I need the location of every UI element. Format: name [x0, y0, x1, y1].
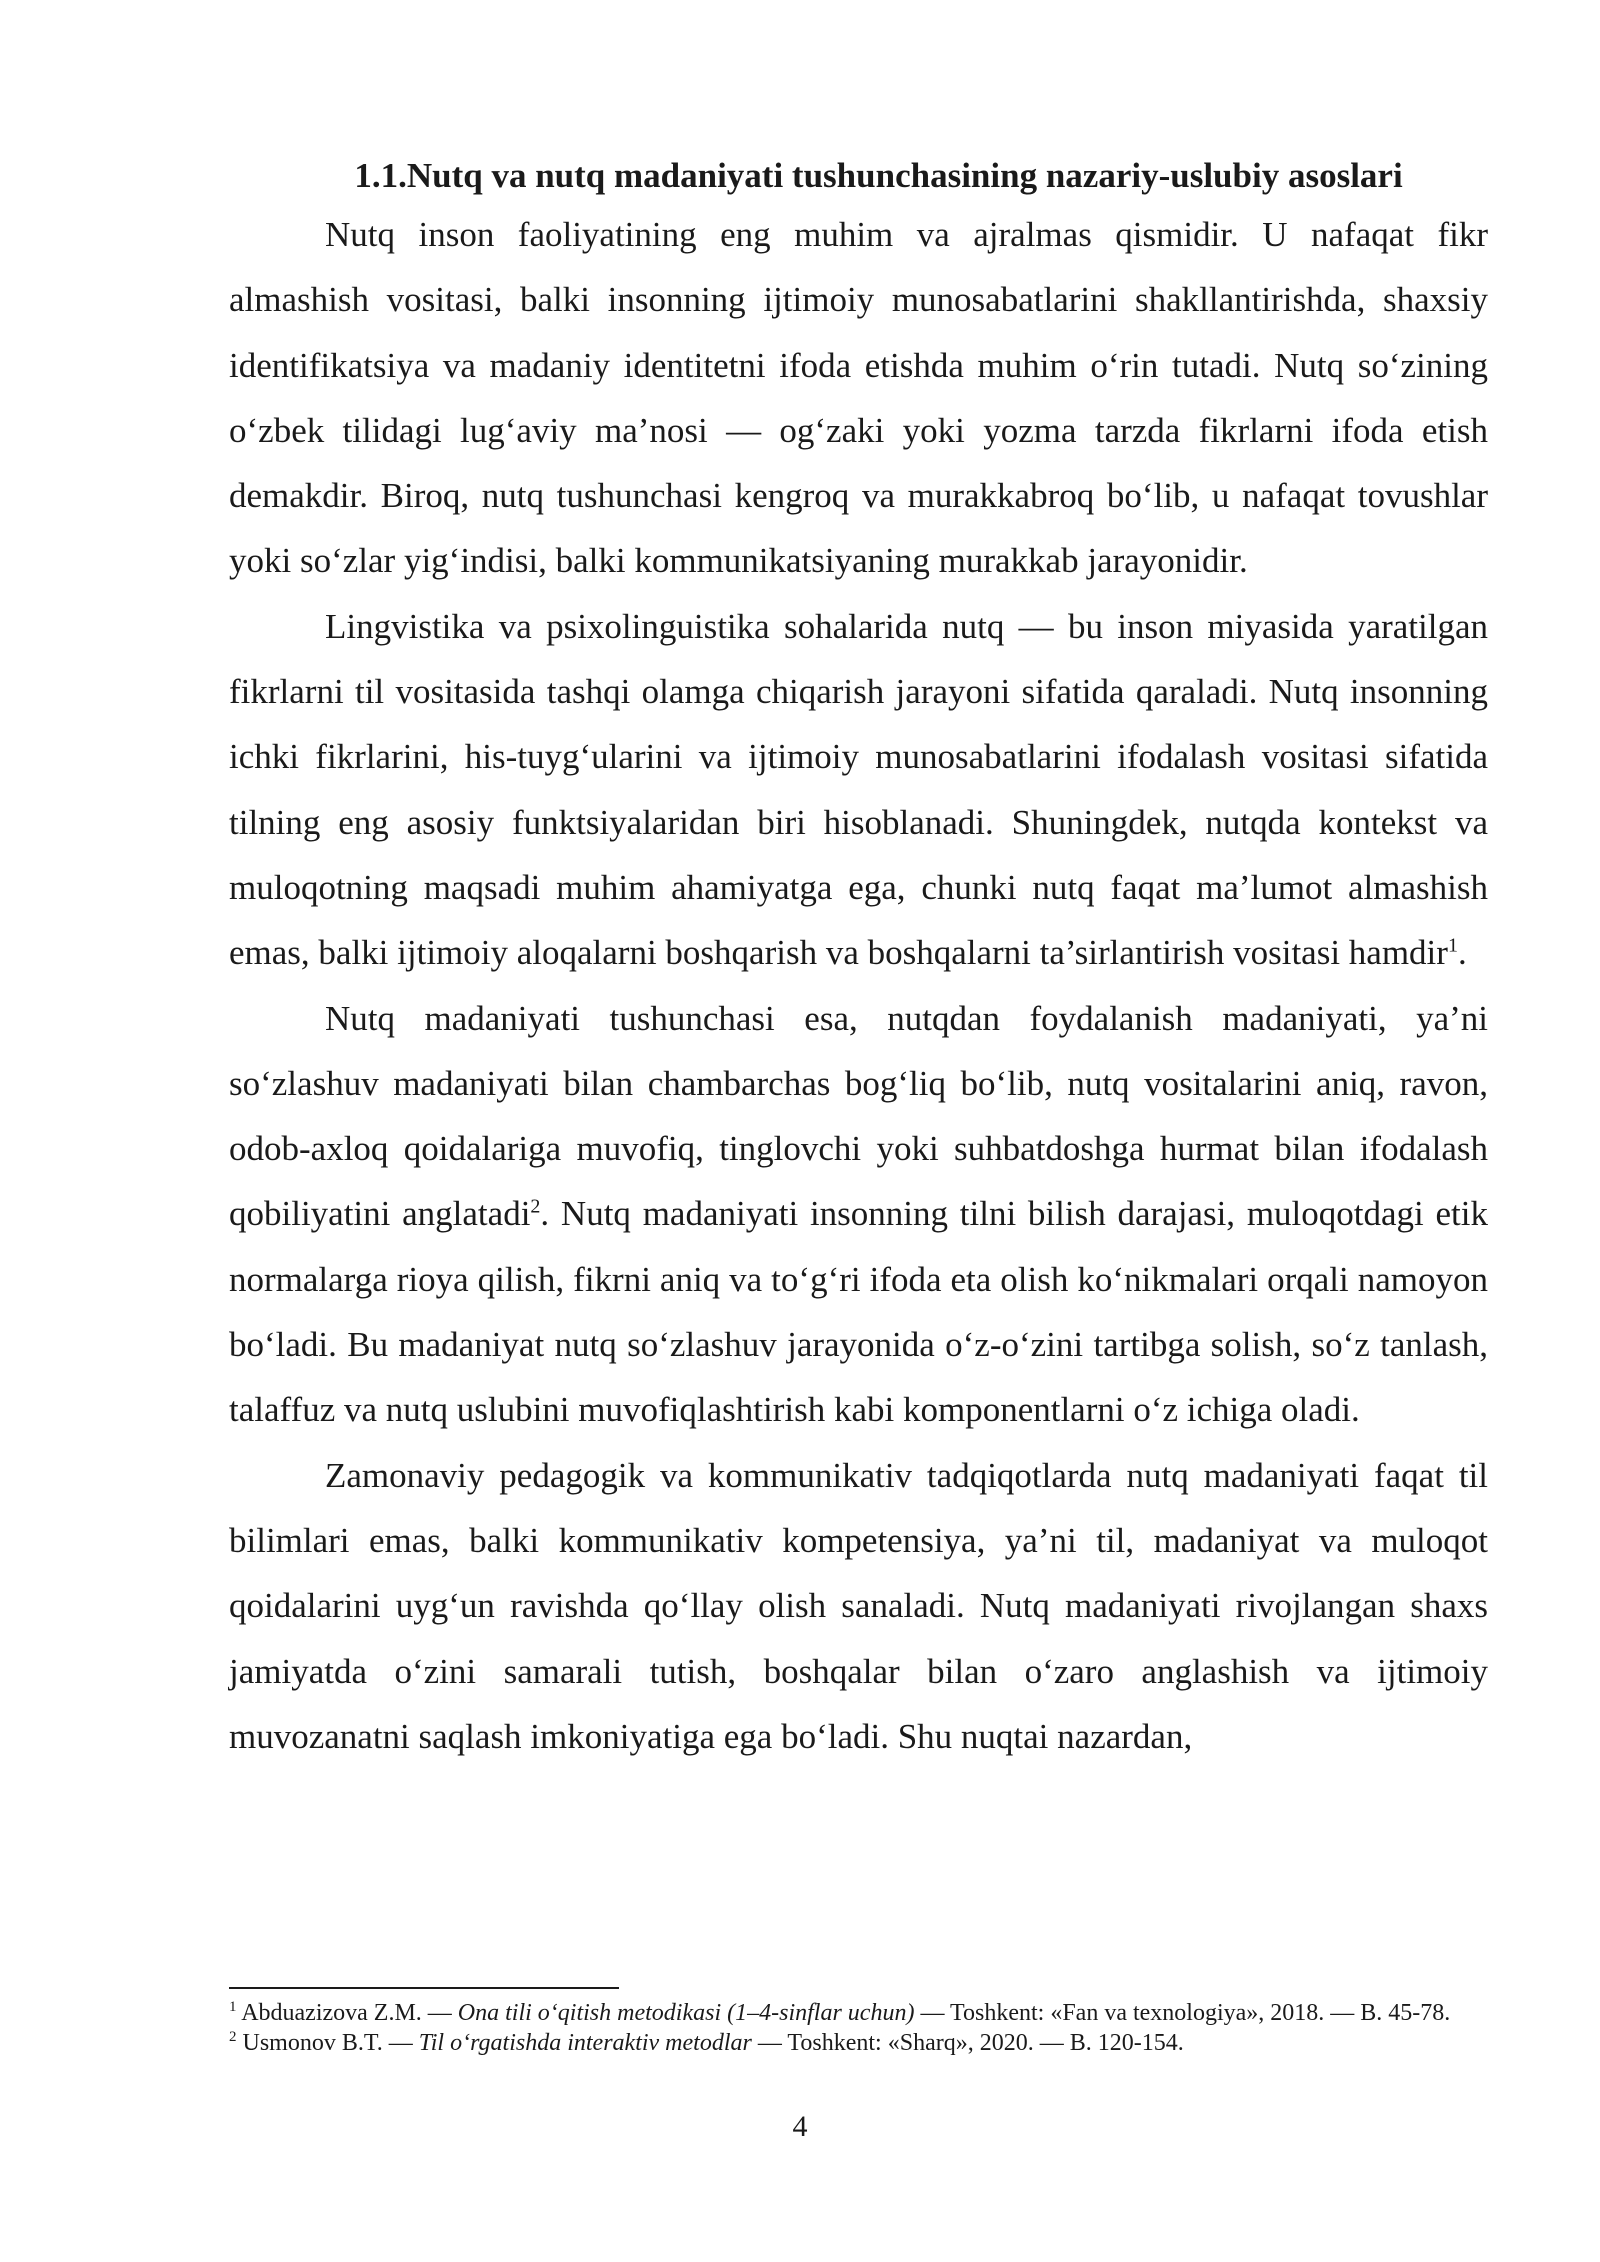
footnote-2-title: Til o‘rgatishda interaktiv metodlar — [418, 2030, 752, 2056]
footnote-1-author: Abduazizova Z.M. — — [241, 2000, 458, 2026]
paragraph-1: Nutq inson faoliyatining eng muhim va ajralmas qismidir. U nafaqat fikr almashish vositasi, balki insonning ijtimoiy munosabatlarini shakllantirishda, shaxsiy identifikatsiya va madaniy identitetni ifoda etishda muhim o‘rin tutadi. Nutq so‘zining o‘zbek tilidagi lug‘aviy ma’nosi — og‘zaki yoki yozma tarzda fikrlarni ifoda etish demakdir. Biroq, nutq tushunchasi kengroq va murakkabroq bo‘lib, u nafaqat tovushlar yoki so‘zlar yig‘indisi, balki kommunikatsiyaning murakkab jarayonidir. — [229, 215, 1488, 581]
section-heading: 1.1.Nutq va nutq madaniyati tushunchasining nazariy-uslubiy asoslari — [354, 156, 1403, 195]
footnote-ref-2[interactable]: 2 — [530, 1195, 541, 1218]
paragraph-3-text-a: Nutq madaniyati tushunchasi esa, nutqdan foydalanish madaniyati, ya’ni so‘zlashuv madaniyati bilan chambarchas bog‘liq bo‘lib, nutq vositalarini aniq, ravon, odob-axloq qoidalariga muvofiq, tinglovchi yoki suhbatdoshga hurmat bilan ifodalash qobiliyatini anglatadi — [229, 998, 1488, 1234]
footnote-2-number: 2 — [229, 2029, 237, 2045]
page-number: 4 — [792, 2110, 808, 2143]
footnote-1-rest: — Toshkent: «Fan va texnologiya», 2018. — B. 45-78. — [914, 2000, 1451, 2026]
footnote-1-number: 1 — [229, 1999, 237, 2015]
main-text — [229, 150, 1488, 1769]
paragraph-3-text-b: . Nutq madaniyati insonning tilni bilish darajasi, muloqotdagi etik normalarga rioya qilish, fikrni aniq va to‘g‘ri ifoda eta olish ko‘nikmalari orqali namoyon bo‘ladi. Bu madaniyat nutq so‘zlashuv jarayonida o‘z-o‘zini tartibga solish, so‘z tanlash, talaffuz va nutq uslubini muvofiqlashtirish kabi komponentlarni o‘z ichiga oladi. — [229, 1194, 1488, 1430]
footnote-separator — [229, 1987, 619, 1989]
paragraph-4: Zamonaviy pedagogik va kommunikativ tadqiqotlarda nutq madaniyati faqat til bilimlari emas, balki kommunikativ kompetensiya, ya’ni til, madaniyat va muloqot qoidalarini uyg‘un ravishda qo‘llay olish sanaladi. Nutq madaniyati rivojlangan shaxs jamiyatda o‘zini samarali tutish, boshqalar bilan o‘zaro anglashish va ijtimoiy muvozanatni saqlash imkoniyatiga ega bo‘ladi. Shu nuqtai nazardan, — [229, 1455, 1488, 1756]
footnote-ref-1[interactable]: 1 — [1447, 934, 1458, 957]
paragraph-2-text: Lingvistika va psixolinguistika sohalarida nutq — bu inson miyasida yaratilgan fikrlarni til vositasida tashqi olamga chiqarish jarayoni sifatida qaraladi. Nutq insonning ichki fikrlarini, his-tuyg‘ularini va ijtimoiy munosabatlarini ifodalash vositasi sifatida tilning eng asosiy funktsiyalaridan biri hisoblanadi. Shuningdek, nutqda kontekst va muloqotning maqsadi muhim ahamiyatga ega, chunki nutq faqat ma’lumot almashish emas, balki ijtimoiy aloqalarni boshqarish va boshqalarni ta’sirlantirish vositasi hamdir — [229, 606, 1488, 973]
footnote-1-title: Ona tili o‘qitish metodikasi (1–4-sinflar uchun) — [457, 2000, 915, 2026]
paragraph-2-end: . — [1457, 933, 1467, 973]
paragraph-2 — [229, 594, 1488, 986]
footnote-2-rest: — Toshkent: «Sharq», 2020. — B. 120-154. — [751, 2030, 1184, 2056]
footnote-2 — [229, 2028, 1488, 2058]
footnote-1 — [229, 1998, 1488, 2028]
footnotes — [229, 1998, 1488, 2058]
paragraph-3 — [229, 986, 1488, 1443]
footnote-2-author: Usmonov B.T. — — [242, 2030, 419, 2056]
